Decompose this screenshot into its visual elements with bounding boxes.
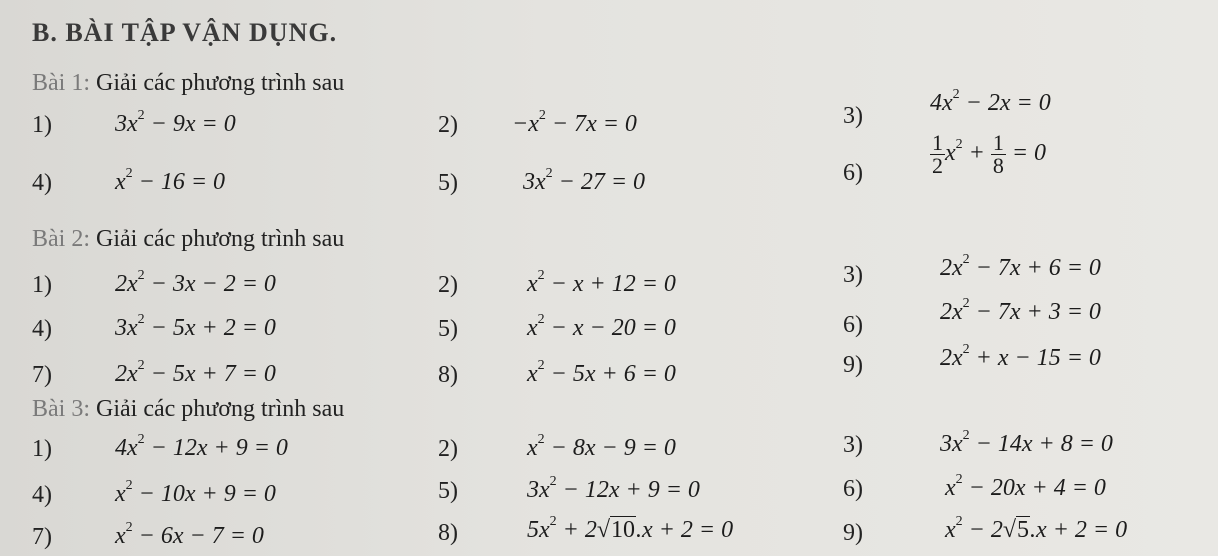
exercise-3-title (32, 396, 344, 423)
equation: $2x^2 - 7x + 6 = 0$ (940, 252, 1101, 281)
equation: $x^2 - 5x + 6 = 0$ (527, 358, 676, 387)
problem-number: 8) (438, 520, 458, 546)
equation: $x^2 - x + 12 = 0$ (527, 268, 676, 297)
equation: $3x^2 - 12x + 9 = 0$ (527, 474, 700, 503)
problem-number: 4) (32, 316, 52, 342)
exercise-2-title (32, 226, 344, 253)
exercise-3-label: Bài 3: (32, 396, 90, 422)
problem-number: 6) (843, 312, 863, 338)
exercise-2-text: Giải các phương trình sau (96, 226, 345, 252)
equation: $\frac{1}{2}$ $x^2$ + $\frac{1}{8}$ = 0 (932, 130, 1047, 178)
section-heading: B. BÀI TẬP VẬN DỤNG. (32, 18, 338, 47)
exercise-2-label: Bài 2: (32, 226, 90, 252)
problem-number: 3) (843, 432, 863, 458)
equation: $x^2 - 6x - 7 = 0$ (115, 520, 264, 549)
problem-number: 1) (32, 436, 52, 462)
equation: $2x^2 - 3x - 2 = 0$ (115, 268, 276, 297)
equation: $2x^2 + x - 15 = 0$ (940, 342, 1101, 371)
problem-number: 6) (843, 160, 863, 186)
equation: $x^2 - 20x + 4 = 0$ (945, 472, 1106, 501)
equation: $x^2 - 10x + 9 = 0$ (115, 478, 276, 507)
problem-number: 9) (843, 520, 863, 546)
equation: $-x^2 - 7x = 0$ (512, 108, 637, 137)
problem-number: 6) (843, 476, 863, 502)
problem-number: 4) (32, 170, 52, 196)
problem-number: 3) (843, 103, 863, 129)
problem-number: 7) (32, 362, 52, 388)
problem-number: 2) (438, 436, 458, 462)
equation: $x^2 - 16 = 0$ (115, 166, 226, 195)
exercise-3-text: Giải các phương trình sau (96, 396, 345, 422)
equation: $4x^2 - 2x = 0$ (930, 87, 1051, 116)
equation: $3x^2 - 9x = 0$ (115, 108, 236, 137)
equation: $3x^2 - 5x + 2 = 0$ (115, 312, 276, 341)
problem-number: 5) (438, 316, 458, 342)
problem-number: 4) (32, 482, 52, 508)
exercise-1-label: Bài 1: (32, 70, 90, 96)
equation: $2x^2 - 5x + 7 = 0$ (115, 358, 276, 387)
equation: $4x^2 - 12x + 9 = 0$ (115, 432, 288, 461)
equation: $x^2 - 2√5.x + 2 = 0$ (945, 514, 1128, 543)
problem-number: 2) (438, 112, 458, 138)
problem-number: 1) (32, 272, 52, 298)
problem-number: 9) (843, 352, 863, 378)
equation: $2x^2 - 7x + 3 = 0$ (940, 296, 1101, 325)
problem-number: 1) (32, 112, 52, 138)
problem-number: 2) (438, 272, 458, 298)
problem-number: 5) (438, 170, 458, 196)
problem-number: 3) (843, 262, 863, 288)
equation: $3x^2 - 14x + 8 = 0$ (940, 428, 1113, 457)
problem-number: 7) (32, 524, 52, 550)
exercise-1-text: Giải các phương trình sau (96, 70, 345, 96)
equation: $x^2 - 8x - 9 = 0$ (527, 432, 676, 461)
problem-number: 8) (438, 362, 458, 388)
exercise-1-title (32, 70, 344, 97)
equation: $5x^2 + 2√10.x + 2 = 0$ (527, 514, 734, 543)
problem-number: 5) (438, 478, 458, 504)
equation: $x^2 - x - 20 = 0$ (527, 312, 676, 341)
equation: $3x^2 - 27 = 0$ (523, 166, 646, 195)
